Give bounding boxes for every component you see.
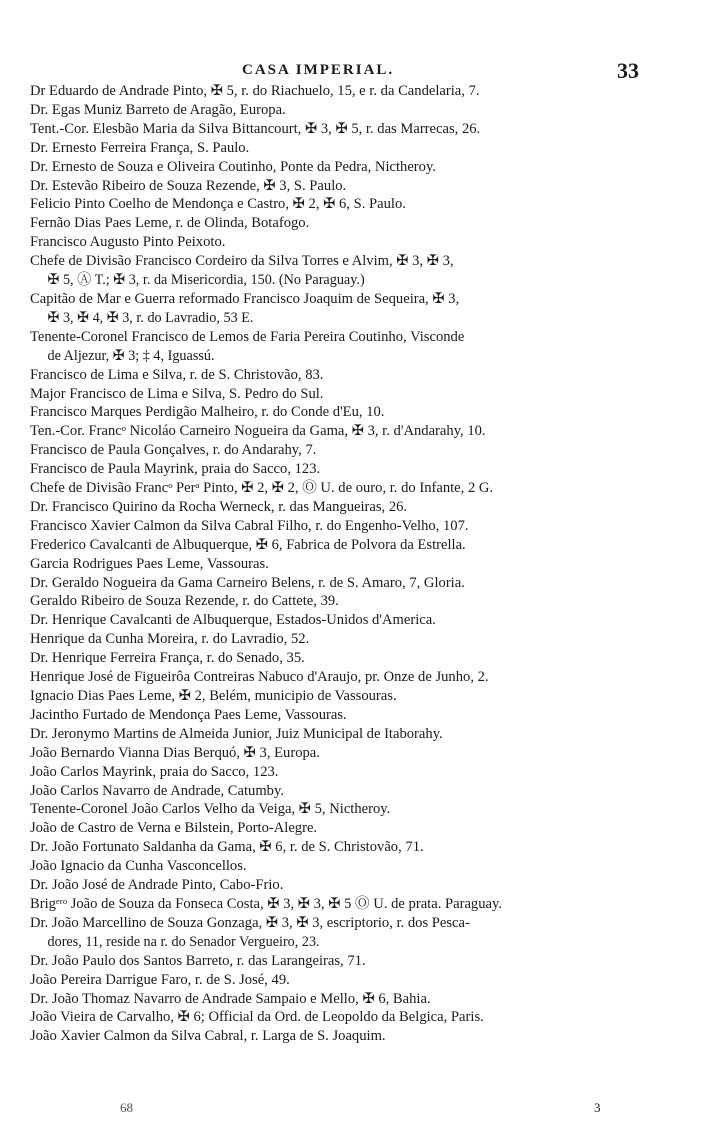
directory-entry — [30, 328, 685, 366]
directory-entry — [30, 366, 685, 385]
entry-line: João Xavier Calmon da Silva Cabral, r. Larga de S. Joaquim. — [30, 1028, 386, 1045]
directory-entry — [30, 139, 685, 158]
entry-line: Francisco de Lima e Silva, r. de S. Christovão, 83. — [30, 366, 324, 383]
entry-line: Fernão Dias Paes Leme, r. de Olinda, Botafogo. — [30, 215, 310, 232]
directory-entry — [30, 158, 685, 177]
entry-list — [30, 82, 685, 1046]
entry-line: Dr. João Marcellino de Souza Gonzaga, ✠ 3, ✠ 3, escriptorio, r. dos Pesca- — [30, 914, 470, 931]
entry-line: Dr Eduardo de Andrade Pinto, ✠ 5, r. do Riachuelo, 15, e r. da Candelaria, 7. — [30, 83, 480, 99]
directory-entry — [30, 422, 685, 441]
directory-entry — [30, 649, 685, 668]
entry-line: João Vieira de Carvalho, ✠ 6; Official da Ord. de Leopoldo da Belgica, Paris. — [30, 1009, 484, 1026]
entry-line: Henrique José de Figueirôa Contreiras Nabuco d'Araujo, pr. Onze de Junho, 2. — [30, 669, 489, 686]
entry-line: Dr. Ernesto Ferreira França, S. Paulo. — [30, 139, 250, 156]
directory-entry — [30, 952, 685, 971]
entry-line: Frederico Cavalcanti de Albuquerque, ✠ 6, Fabrica de Polvora da Estrella. — [30, 536, 466, 553]
directory-entry — [30, 252, 685, 290]
entry-line: Tent.-Cor. Elesbão Maria da Silva Bittancourt, ✠ 3, ✠ 5, r. das Marrecas, 26. — [30, 120, 481, 137]
sheet-number: 3 — [594, 1100, 601, 1115]
entry-line: João Pereira Darrigue Faro, r. de S. José, 49. — [30, 971, 290, 988]
entry-line: João Ignacio da Cunha Vasconcellos. — [30, 858, 247, 875]
directory-entry — [30, 479, 685, 498]
entry-continuation-line: dores, 11, reside na r. do Senador Vergueiro, 23. — [47, 933, 320, 950]
entry-line: Geraldo Ribeiro de Souza Rezende, r. do Cattete, 39. — [30, 593, 339, 610]
entry-line: João Carlos Navarro de Andrade, Catumby. — [30, 782, 284, 799]
directory-entry — [30, 706, 685, 725]
entry-line: Brigᵉʳᵒ João de Souza da Fonseca Costa, ✠ 3, ✠ 3, ✠ 5 Ⓞ U. de prata. Paraguay. — [30, 895, 503, 912]
directory-entry — [30, 744, 685, 763]
directory-entry — [30, 971, 685, 990]
entry-line: Dr. Ernesto de Souza e Oliveira Coutinho, Ponte da Pedra, Nictheroy. — [30, 158, 436, 175]
directory-entry — [30, 101, 685, 120]
directory-entry — [30, 441, 685, 460]
directory-entry — [30, 233, 685, 252]
directory-entry — [30, 120, 685, 139]
page-header — [0, 58, 704, 82]
entry-line: Dr. João Thomaz Navarro de Andrade Sampaio e Mello, ✠ 6, Bahia. — [30, 990, 431, 1007]
entry-line: Chefe de Divisão Francᵒ Perᵃ Pinto, ✠ 2, ✠ 2, Ⓞ U. de ouro, r. do Infante, 2 G. — [30, 480, 494, 497]
directory-entry — [30, 517, 685, 536]
entry-line: João de Castro de Verna e Bilstein, Porto-Alegre. — [30, 820, 318, 837]
entry-line: Tenente-Coronel João Carlos Velho da Veiga, ✠ 5, Nictheroy. — [30, 801, 391, 818]
entry-continuation-line: ✠ 3, ✠ 4, ✠ 3, r. do Lavradio, 53 E. — [47, 309, 254, 326]
entry-line: Dr. João Fortunato Saldanha da Gama, ✠ 6, r. de S. Christovão, 71. — [30, 839, 424, 856]
signature-mark: 68 — [120, 1100, 133, 1115]
entry-line: Francisco Xavier Calmon da Silva Cabral Filho, r. do Engenho-Velho, 107. — [30, 517, 469, 534]
entry-line: Dr. João José de Andrade Pinto, Cabo-Frio. — [30, 877, 284, 894]
entry-line: Francisco de Paula Mayrink, praia do Sacco, 123. — [30, 461, 321, 478]
directory-entry — [30, 82, 685, 101]
entry-line: Dr. Francisco Quirino da Rocha Werneck, r. das Mangueiras, 26. — [30, 498, 408, 515]
entry-line: Tenente-Coronel Francisco de Lemos de Faria Pereira Coutinho, Visconde — [30, 328, 465, 345]
directory-entry — [30, 914, 685, 952]
entry-line: Capitão de Mar e Guerra reformado Francisco Joaquim de Sequeira, ✠ 3, — [30, 290, 460, 307]
directory-entry — [30, 800, 685, 819]
directory-entry — [30, 177, 685, 196]
entry-line: Dr. Geraldo Nogueira da Gama Carneiro Belens, r. de S. Amaro, 7, Gloria. — [30, 574, 465, 591]
directory-entry — [30, 990, 685, 1009]
directory-entry — [30, 195, 685, 214]
directory-entry — [30, 1027, 685, 1046]
directory-entry — [30, 460, 685, 479]
directory-entry — [30, 214, 685, 233]
entry-line: Chefe de Divisão Francisco Cordeiro da Silva Torres e Alvim, ✠ 3, ✠ 3, — [30, 253, 454, 270]
entry-line: Dr. Egas Muniz Barreto de Aragão, Europa. — [30, 101, 286, 118]
directory-entry — [30, 385, 685, 404]
entry-line: Francisco Marques Perdigão Malheiro, r. do Conde d'Eu, 10. — [30, 404, 385, 421]
page-number: 33 — [617, 58, 639, 83]
directory-entry — [30, 895, 685, 914]
directory-entry — [30, 857, 685, 876]
entry-continuation-line: ✠ 5, Ⓐ T.; ✠ 3, r. da Misericordia, 150. (No Paraguay.) — [47, 272, 365, 289]
directory-entry — [30, 782, 685, 801]
directory-entry — [30, 630, 685, 649]
entry-line: Felicio Pinto Coelho de Mendonça e Castro, ✠ 2, ✠ 6, S. Paulo. — [30, 196, 406, 213]
page-footer — [0, 1100, 704, 1120]
entry-line: Dr. Jeronymo Martins de Almeida Junior, Juiz Municipal de Itaborahy. — [30, 725, 443, 742]
entry-line: Garcia Rodrigues Paes Leme, Vassouras. — [30, 555, 269, 572]
entry-line: Dr. João Paulo dos Santos Barreto, r. das Larangeiras, 71. — [30, 952, 366, 969]
directory-entry — [30, 725, 685, 744]
entry-line: Henrique da Cunha Moreira, r. do Lavradio, 52. — [30, 631, 310, 648]
directory-entry — [30, 1008, 685, 1027]
directory-entry — [30, 838, 685, 857]
directory-entry — [30, 876, 685, 895]
entry-line: Major Francisco de Lima e Silva, S. Pedro do Sul. — [30, 385, 324, 402]
entry-line: Ten.-Cor. Francᵒ Nicoláo Carneiro Nogueira da Gama, ✠ 3, r. d'Andarahy, 10. — [30, 423, 486, 440]
directory-entry — [30, 574, 685, 593]
directory-entry — [30, 611, 685, 630]
directory-entry — [30, 668, 685, 687]
entry-line: Francisco Augusto Pinto Peixoto. — [30, 234, 226, 251]
directory-entry — [30, 498, 685, 517]
running-head: CASA IMPERIAL. — [242, 62, 395, 78]
entry-line: Ignacio Dias Paes Leme, ✠ 2, Belém, municipio de Vassouras. — [30, 688, 397, 704]
entry-line: João Carlos Mayrink, praia do Sacco, 123. — [30, 763, 279, 780]
entry-line: Dr. Henrique Ferreira França, r. do Senado, 35. — [30, 650, 305, 667]
directory-entry — [30, 819, 685, 838]
entry-continuation-line: de Aljezur, ✠ 3; ‡ 4, Iguassú. — [47, 347, 215, 364]
directory-entry — [30, 536, 685, 555]
directory-entry — [30, 687, 685, 706]
entry-line: Francisco de Paula Gonçalves, r. do Andarahy, 7. — [30, 442, 317, 459]
entry-line: Jacintho Furtado de Mendonça Paes Leme, Vassouras. — [30, 706, 347, 723]
directory-entry — [30, 290, 685, 328]
directory-entry — [30, 592, 685, 611]
directory-entry — [30, 403, 685, 422]
directory-entry — [30, 763, 685, 782]
directory-entry — [30, 555, 685, 574]
entry-line: Dr. Estevão Ribeiro de Souza Rezende, ✠ 3, S. Paulo. — [30, 177, 347, 194]
entry-line: Dr. Henrique Cavalcanti de Albuquerque, Estados-Unidos d'America. — [30, 612, 436, 629]
entry-line: João Bernardo Vianna Dias Berquó, ✠ 3, Europa. — [30, 744, 320, 761]
